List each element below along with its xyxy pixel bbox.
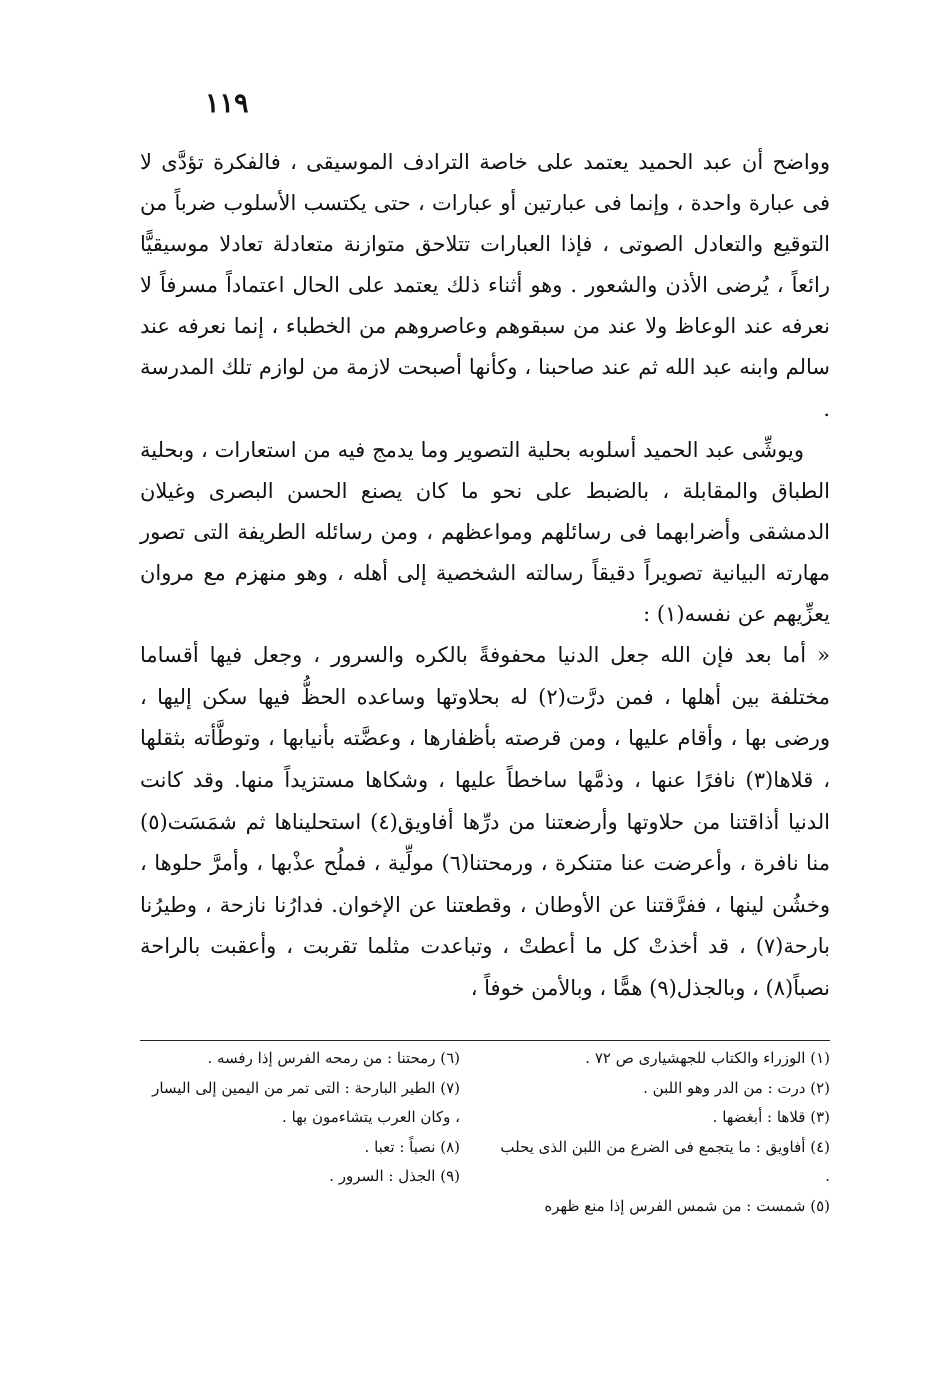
footnote-1: (١) الوزراء والكتاب للجهشيارى ص ٧٢ . — [585, 1049, 830, 1067]
footnote-divider — [140, 1040, 830, 1041]
footnotes-left-column — [150, 1044, 460, 1221]
quoted-letter: « أما بعد فإن الله جعل الدنيا محفوفةً بالكره والسرور ، وجعل فيها أقساما مختلفة بين أهلها ، فمن درَّت(٢) له بحلاوتها وساعده الحظُّ فيها سكن إليها ، ورضى بها ، وأقام عليها ، ومن قرصته بأظفارها ، وعضَّته بأنيابها ، وتوطَّأته بثقلها ، قلاها(٣) نافرًا عنها ، وذمَّها ساخطاً عليها ، وشكاها مستزيداً منها. وقد كانت الدنيا أذاقتنا من حلاوتها وأرضعتنا من درِّها أفاويق(٤) استحليناها ثم شمَسَت(٥) منا نافرة ، وأعرضت عنا متنكرة ، ورمحتنا(٦) مولِّية ، فملُح عذْبها ، وأمرَّ حلوها ، وخشُن لينها ، ففرَّقتنا عن الأوطان ، وقطعتنا عن الإخوان. فدارُنا نازحة ، وطيرُنا بارحة(٧) ، قد أخذتْ كل ما أعطتْ ، وتباعدت مثلما تقربت ، وأعقبت بالراحة نصباً(٨) ، وبالجذل(٩) همًّا ، وبالأمن خوفاً ، — [140, 643, 830, 1000]
footnotes-right-column — [500, 1044, 830, 1221]
footnote-5: (٥) شمست : من شمس الفرس إذا منع ظهره — [544, 1196, 830, 1215]
footnote-3: (٣) قلاها : أبغضها . — [712, 1108, 830, 1126]
main-text — [140, 142, 830, 1009]
footnote-4: (٤) أفاويق : ما يتجمع فى الضرع من اللبن الذى يحلب . — [500, 1137, 830, 1185]
footnote-6: (٦) رمحتنا : من رمحه الفرس إذا رفسه . — [207, 1049, 460, 1067]
footnote-9: (٩) الجذل : السرور . — [329, 1167, 460, 1185]
footnotes — [150, 1044, 830, 1221]
footnote-8: (٨) نصباً : تعبا . — [364, 1137, 460, 1156]
page-number: ١١٩ — [205, 88, 249, 119]
paragraph-imagery-analysis: ويوشِّى عبد الحميد أسلوبه بحلية التصوير وما يدمج فيه من استعارات ، وبحلية الطباق والمقابلة ، بالضبط على نحو ما كان يصنع الحسن البصرى وغيلان الدمشقى وأضرابهما فى رسائلهم ومواعظهم ، ومن رسائله الطريفة التى تصور مهارته البيانية تصويراً دقيقاً رسالته الشخصية إلى أهله ، وهو منهزم مع مروان يعزِّيهم عن نفسه(١) : — [140, 437, 830, 627]
paragraph-style-analysis: وواضح أن عبد الحميد يعتمد على خاصة الترادف الموسيقى ، فالفكرة تؤدَّى لا فى عبارة واحدة ، وإنما فى عبارتين أو عبارات ، حتى يكتسب الأسلوب ضرباً من التوقيع والتعادل الصوتى ، فإذا العبارات تتلاحق متوازنة متعادلة تعادلا موسيقيًّا رائعاً ، يُرضى الأذن والشعور . وهو أثناء ذلك يعتمد على الحال اعتماداً مسرفاً لا نعرفه عند الوعاظ ولا عند من سبقوهم وعاصروهم من الخطباء ، إنما نعرفه عند سالم وابنه عبد الله ثم عند صاحبنا ، وكأنها أصبحت لازمة من لوازم تلك المدرسة . — [140, 150, 830, 421]
footnote-2: (٢) درت : من الدر وهو اللبن . — [643, 1078, 830, 1097]
footnote-7: (٧) الطير البارحة : التى تمر من اليمين إلى اليسار ، وكان العرب يتشاءمون بها . — [152, 1078, 460, 1126]
